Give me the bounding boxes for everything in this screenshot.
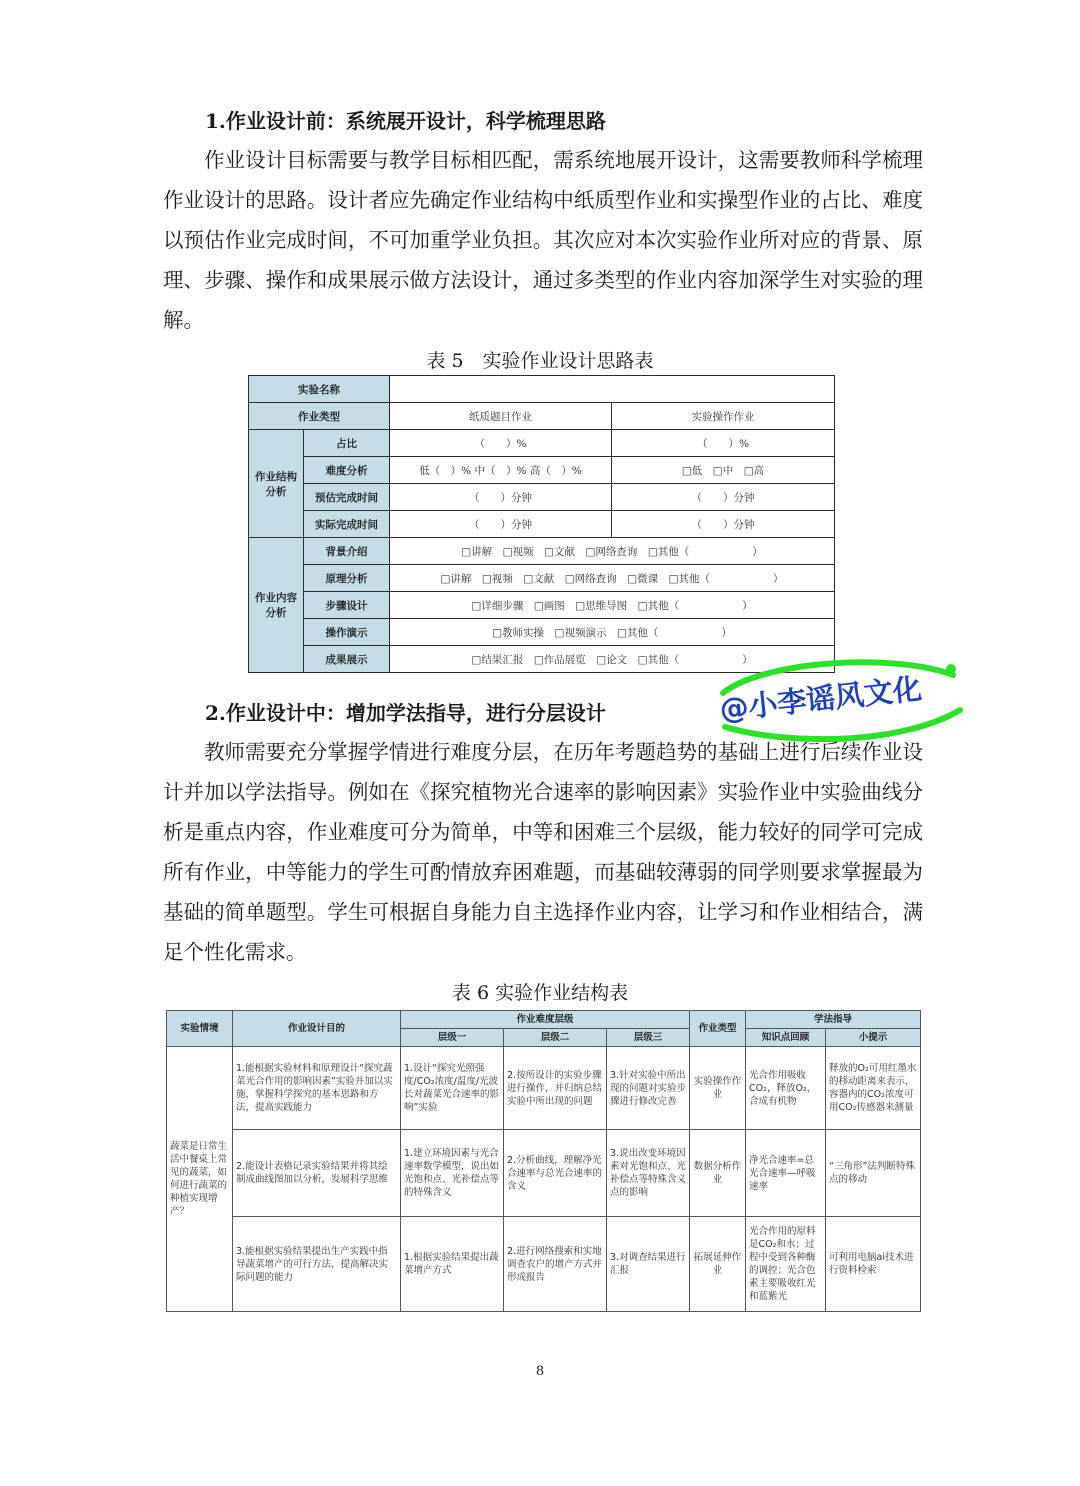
structure-row-practical: （ ）分钟 — [612, 484, 835, 511]
level-3-cell: 3.说出改变环境因素对光饱和点、光补偿点等特殊含义点的影响 — [607, 1130, 690, 1217]
level-1-cell: 1.建立环境因素与光合速率数学模型，说出如光饱和点、光补偿点等的特殊含义 — [401, 1130, 504, 1217]
knowledge-cell: 光合作用的原料是CO₂和水；过程中受到各种酶的调控；光合色素主要吸收红光和蓝紫光 — [746, 1217, 826, 1312]
structure-row-label: 预估完成时间 — [304, 484, 390, 511]
content-row-value: □讲解 □视频 □文献 □网络查询 □微课 □其他（ ） — [390, 565, 835, 592]
header-level-2: 层级二 — [504, 1029, 607, 1047]
header-level-1: 层级一 — [401, 1029, 504, 1047]
section-1-heading: 1.作业设计前：系统展开设计，科学梳理思路 — [205, 109, 606, 133]
type-cell: 数据分析作业 — [690, 1130, 746, 1217]
table-6 — [166, 1010, 921, 1312]
purpose-cell: 2.能设计表格记录实验结果并将其绘制成曲线图加以分析，发展科学思维 — [233, 1130, 401, 1217]
level-2-cell: 2.按所设计的实验步骤进行操作，并归纳总结实验中所出现的问题 — [504, 1047, 607, 1130]
section-1-paragraph: 作业设计目标需要与教学目标相匹配，需系统地展开设计，这需要教师科学梳理作业设计的思路。设计者应先确定作业结构中纸质型作业和实操型作业的占比、难度以预估作业完成时间，不可加重学业负担。其次应对本次实验作业所对应的背景、原理、步骤、操作和成果展示做方法设计，通过多类型的作业内容加深学生对实验的理解。 — [163, 148, 923, 332]
content-row-label: 操作演示 — [304, 619, 390, 646]
structure-row-paper: （ ）分钟 — [390, 511, 612, 538]
tips-cell: 可利用电脑ai技术进行资料检索 — [826, 1217, 921, 1312]
level-3-cell: 3.对调查结果进行汇报 — [607, 1217, 690, 1312]
structure-row-practical: （ ）% — [612, 430, 835, 457]
level-1-cell: 1.根据实验结果提出蔬菜增产方式 — [401, 1217, 504, 1312]
header-knowledge: 知识点回顾 — [746, 1029, 826, 1047]
structure-row-label: 占比 — [304, 430, 390, 457]
header-guidance: 学法指导 — [746, 1011, 921, 1029]
level-1-cell: 1.设计“探究光照强度/CO₂浓度/温度/光波长对蔬菜光合速率的影响”实验 — [401, 1047, 504, 1130]
situation-cell: 蔬菜是日常生活中餐桌上常见的蔬菜，如何进行蔬菜的种植实现增产？ — [167, 1047, 233, 1312]
table-row — [167, 1047, 921, 1130]
structure-row-practical: □低 □中 □高 — [612, 457, 835, 484]
content-row-value: □结果汇报 □作品展览 □论文 □其他（ ） — [390, 646, 835, 673]
watermark — [705, 655, 970, 750]
paper-homework-label: 纸质题目作业 — [390, 403, 612, 430]
knowledge-cell: 光合作用吸收CO₂，释放O₂，合成有机物 — [746, 1047, 826, 1130]
content-row-value: □详细步骤 □画图 □思维导图 □其他（ ） — [390, 592, 835, 619]
content-row-value: □讲解 □视频 □文献 □网络查询 □其他（ ） — [390, 538, 835, 565]
page-number: 8 — [535, 1364, 545, 1379]
purpose-cell: 3.能根据实验结果提出生产实践中指导蔬菜增产的可行方法，提高解决实际问题的能力 — [233, 1217, 401, 1312]
section-2-paragraph: 教师需要充分掌握学情进行难度分层，在历年考题趋势的基础上进行后续作业设计并加以学法指导。例如在《探究植物光合速率的影响因素》实验作业中实验曲线分析是重点内容，作业难度可分为简单，中等和困难三个层级，能力较好的同学可完成所有作业，中等能力的学生可酌情放弃困难题，而基础较薄弱的同学则要求掌握最为基础的简单题型。学生可根据自身能力自主选择作业内容，让学习和作业相结合，满足个性化需求。 — [163, 740, 923, 964]
structure-row-label: 实际完成时间 — [304, 511, 390, 538]
experiment-name-value — [390, 376, 835, 403]
section-2-heading: 2.作业设计中：增加学法指导，进行分层设计 — [205, 701, 606, 725]
header-type: 作业类型 — [690, 1011, 746, 1047]
table-row — [167, 1217, 921, 1312]
level-2-cell: 2.分析曲线，理解净光合速率与总光合速率的含义 — [504, 1130, 607, 1217]
structure-row-paper: （ ）% — [390, 430, 612, 457]
content-row-label: 成果展示 — [304, 646, 390, 673]
watermark-text: @小李谣风文化 — [717, 671, 924, 727]
structure-row-practical: （ ）分钟 — [612, 511, 835, 538]
content-row-label: 背景介绍 — [304, 538, 390, 565]
header-tips: 小提示 — [826, 1029, 921, 1047]
purpose-cell: 1.能根据实验材料和原理设计“探究蔬菜光合作用的影响因素”实验并加以实施，掌握科学探究的基本思路和方法，提高实践能力 — [233, 1047, 401, 1130]
knowledge-cell: 净光合速率=总光合速率—呼吸速率 — [746, 1130, 826, 1217]
structure-row-label: 难度分析 — [304, 457, 390, 484]
practical-homework-label: 实验操作作业 — [612, 403, 835, 430]
type-cell: 拓展延伸作业 — [690, 1217, 746, 1312]
structure-analysis-label: 作业结构分析 — [249, 430, 304, 538]
content-row-label: 步骤设计 — [304, 592, 390, 619]
level-3-cell: 3.针对实验中所出现的问题对实验步骤进行修改完善 — [607, 1047, 690, 1130]
header-level-3: 层级三 — [607, 1029, 690, 1047]
structure-row-paper: （ ）分钟 — [390, 484, 612, 511]
content-row-label: 原理分析 — [304, 565, 390, 592]
header-purpose: 作业设计目的 — [233, 1011, 401, 1047]
header-situation: 实验情境 — [167, 1011, 233, 1047]
table-5 — [248, 375, 835, 673]
structure-row-paper: 低（ ）% 中（ ）% 高（ ）% — [390, 457, 612, 484]
content-analysis-label: 作业内容分析 — [249, 538, 304, 673]
tips-cell: “三角形”法判断特殊点的移动 — [826, 1130, 921, 1217]
table-6-caption: 表 6 实验作业结构表 — [451, 982, 629, 1004]
level-2-cell: 2.进行网络搜索和实地调查农户的增产方式并形成报告 — [504, 1217, 607, 1312]
homework-type-label: 作业类型 — [249, 403, 390, 430]
content-row-value: □教师实操 □视频演示 □其他（ ） — [390, 619, 835, 646]
type-cell: 实验操作作业 — [690, 1047, 746, 1130]
tips-cell: 释放的O₂可用红墨水的移动距离来表示，容器内的CO₂浓度可用CO₂传感器来测量 — [826, 1047, 921, 1130]
table-row — [167, 1130, 921, 1217]
table-5-caption: 表 5 实验作业设计思路表 — [426, 350, 654, 372]
experiment-name-label: 实验名称 — [249, 376, 390, 403]
header-difficulty: 作业难度层级 — [401, 1011, 690, 1029]
